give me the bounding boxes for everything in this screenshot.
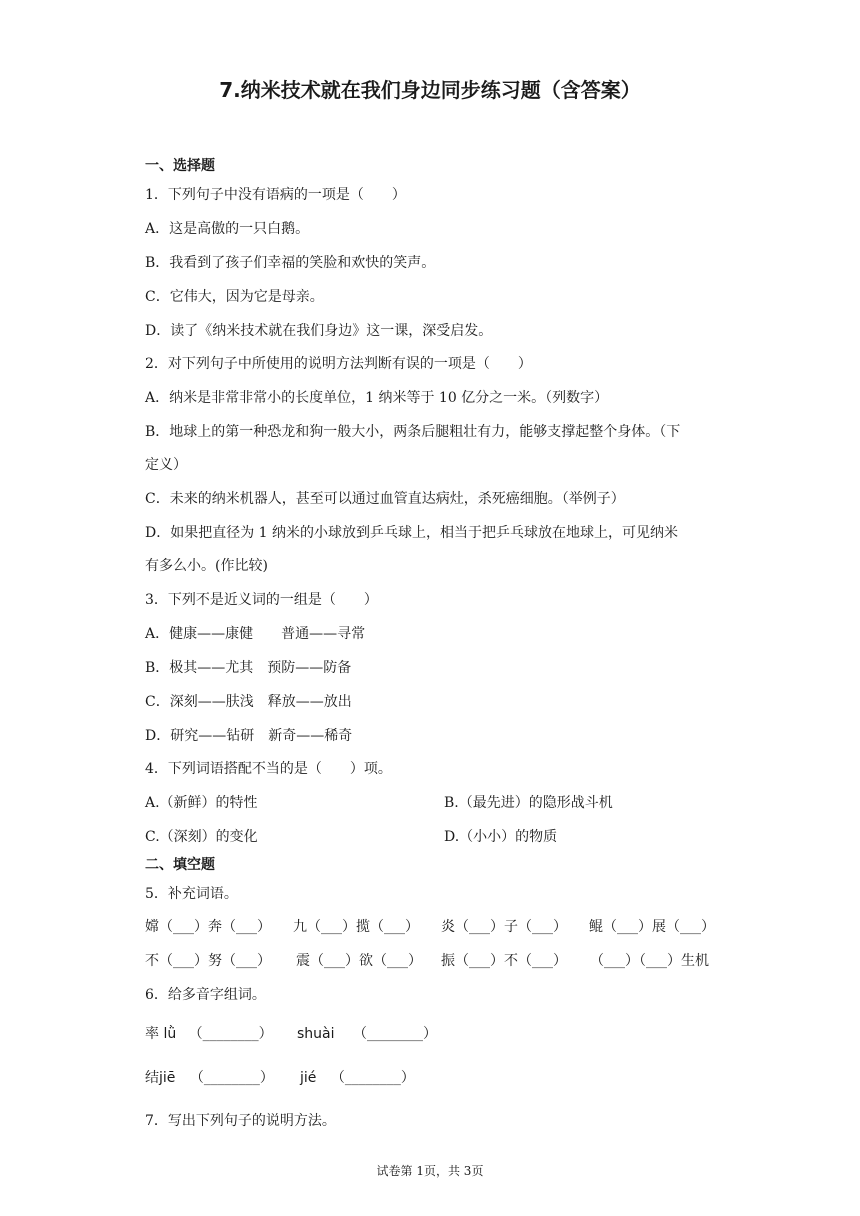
question-2-option-a: A．纳米是非常非常小的长度单位，1 纳米等于 10 亿分之一米。（列数字） [145, 390, 609, 406]
question-4-option-a: A.（新鲜）的特性 [145, 795, 258, 811]
question-2-option-d-line1: D．如果把直径为 1 纳米的小球放到乒乓球上，相当于把乒乓球放在地球上，可见纳米 [145, 525, 679, 541]
question-1-stem: 1．下列句子中没有语病的一项是（ ） [145, 187, 406, 203]
question-2-option-b-line1: B．地球上的第一种恐龙和狗一般大小，两条后腿粗壮有力，能够支撑起整个身体。（下 [145, 424, 681, 440]
idiom-blank: 鲲（___）展（___） [589, 919, 715, 935]
question-2-option-d-line2: 有多么小。(作比较) [145, 558, 268, 574]
idiom-blank: 震（___）欲（___） [296, 953, 422, 969]
idiom-blank: （___）（___）生机 [590, 953, 709, 969]
section-heading-choice: 一、选择题 [145, 158, 215, 174]
answer-blank: （________） [330, 1070, 415, 1086]
idiom-blank: 振（___）不（___） [441, 953, 567, 969]
pinyin: jié [300, 1070, 317, 1086]
question-4-option-c: C.（深刻）的变化 [145, 829, 258, 845]
answer-blank: （________） [188, 1026, 273, 1042]
idiom-blank: 不（___）努（___） [145, 953, 271, 969]
idiom-blank: 炎（___）子（___） [441, 919, 567, 935]
question-3-option-d: D．研究——钻研 新奇——稀奇 [145, 728, 353, 744]
question-7-stem: 7．写出下列句子的说明方法。 [145, 1113, 336, 1129]
polyphone-char: 率 [145, 1026, 159, 1042]
question-1-option-c: C．它伟大，因为它是母亲。 [145, 289, 324, 305]
polyphone-char-2 [145, 1068, 274, 1088]
pinyin: shuài [297, 1026, 335, 1042]
polyphone-reading-2 [297, 1024, 437, 1044]
question-4-stem: 4．下列词语搭配不当的是（ ）项。 [145, 761, 392, 777]
question-3-option-c: C．深刻——肤浅 释放——放出 [145, 694, 352, 710]
pinyin: jiē [159, 1070, 176, 1086]
answer-blank: （________） [352, 1026, 437, 1042]
idiom-blank: 嫦（___）奔（___） [145, 919, 271, 935]
question-4-option-b: B.（最先进）的隐形战斗机 [444, 795, 613, 811]
polyphone-char-1 [145, 1024, 273, 1044]
idiom-blank: 九（___）揽（___） [293, 919, 419, 935]
page-footer: 试卷第 1页，共 3页 [376, 1164, 484, 1178]
answer-blank: （________） [189, 1070, 274, 1086]
polyphone-char: 结 [145, 1070, 159, 1086]
polyphone-reading-2b [300, 1068, 415, 1088]
question-3-stem: 3．下列不是近义词的一组是（ ） [145, 592, 378, 608]
question-1-option-a: A．这是高傲的一只白鹅。 [145, 221, 310, 237]
question-3-option-a: A．健康——康健 普通——寻常 [145, 626, 366, 642]
question-2-stem: 2．对下列句子中所使用的说明方法判断有误的一项是（ ） [145, 356, 532, 372]
question-1-option-b: B．我看到了孩子们幸福的笑脸和欢快的笑声。 [145, 255, 436, 271]
question-5-stem: 5．补充词语。 [145, 886, 238, 902]
section-heading-fill: 二、填空题 [145, 857, 215, 873]
question-4-option-d: D.（小小）的物质 [444, 829, 558, 845]
question-2-option-b-line2: 定义） [145, 457, 187, 473]
page-title: 7.纳米技术就在我们身边同步练习题（含答案） [219, 78, 641, 102]
question-6-stem: 6．给多音字组词。 [145, 987, 266, 1003]
question-3-option-b: B．极其——尤其 预防——防备 [145, 660, 352, 676]
pinyin: lǜ [163, 1026, 177, 1042]
question-1-option-d: D．读了《纳米技术就在我们身边》这一课，深受启发。 [145, 323, 493, 339]
question-2-option-c: C．未来的纳米机器人，甚至可以通过血管直达病灶，杀死癌细胞。（举例子） [145, 491, 625, 507]
